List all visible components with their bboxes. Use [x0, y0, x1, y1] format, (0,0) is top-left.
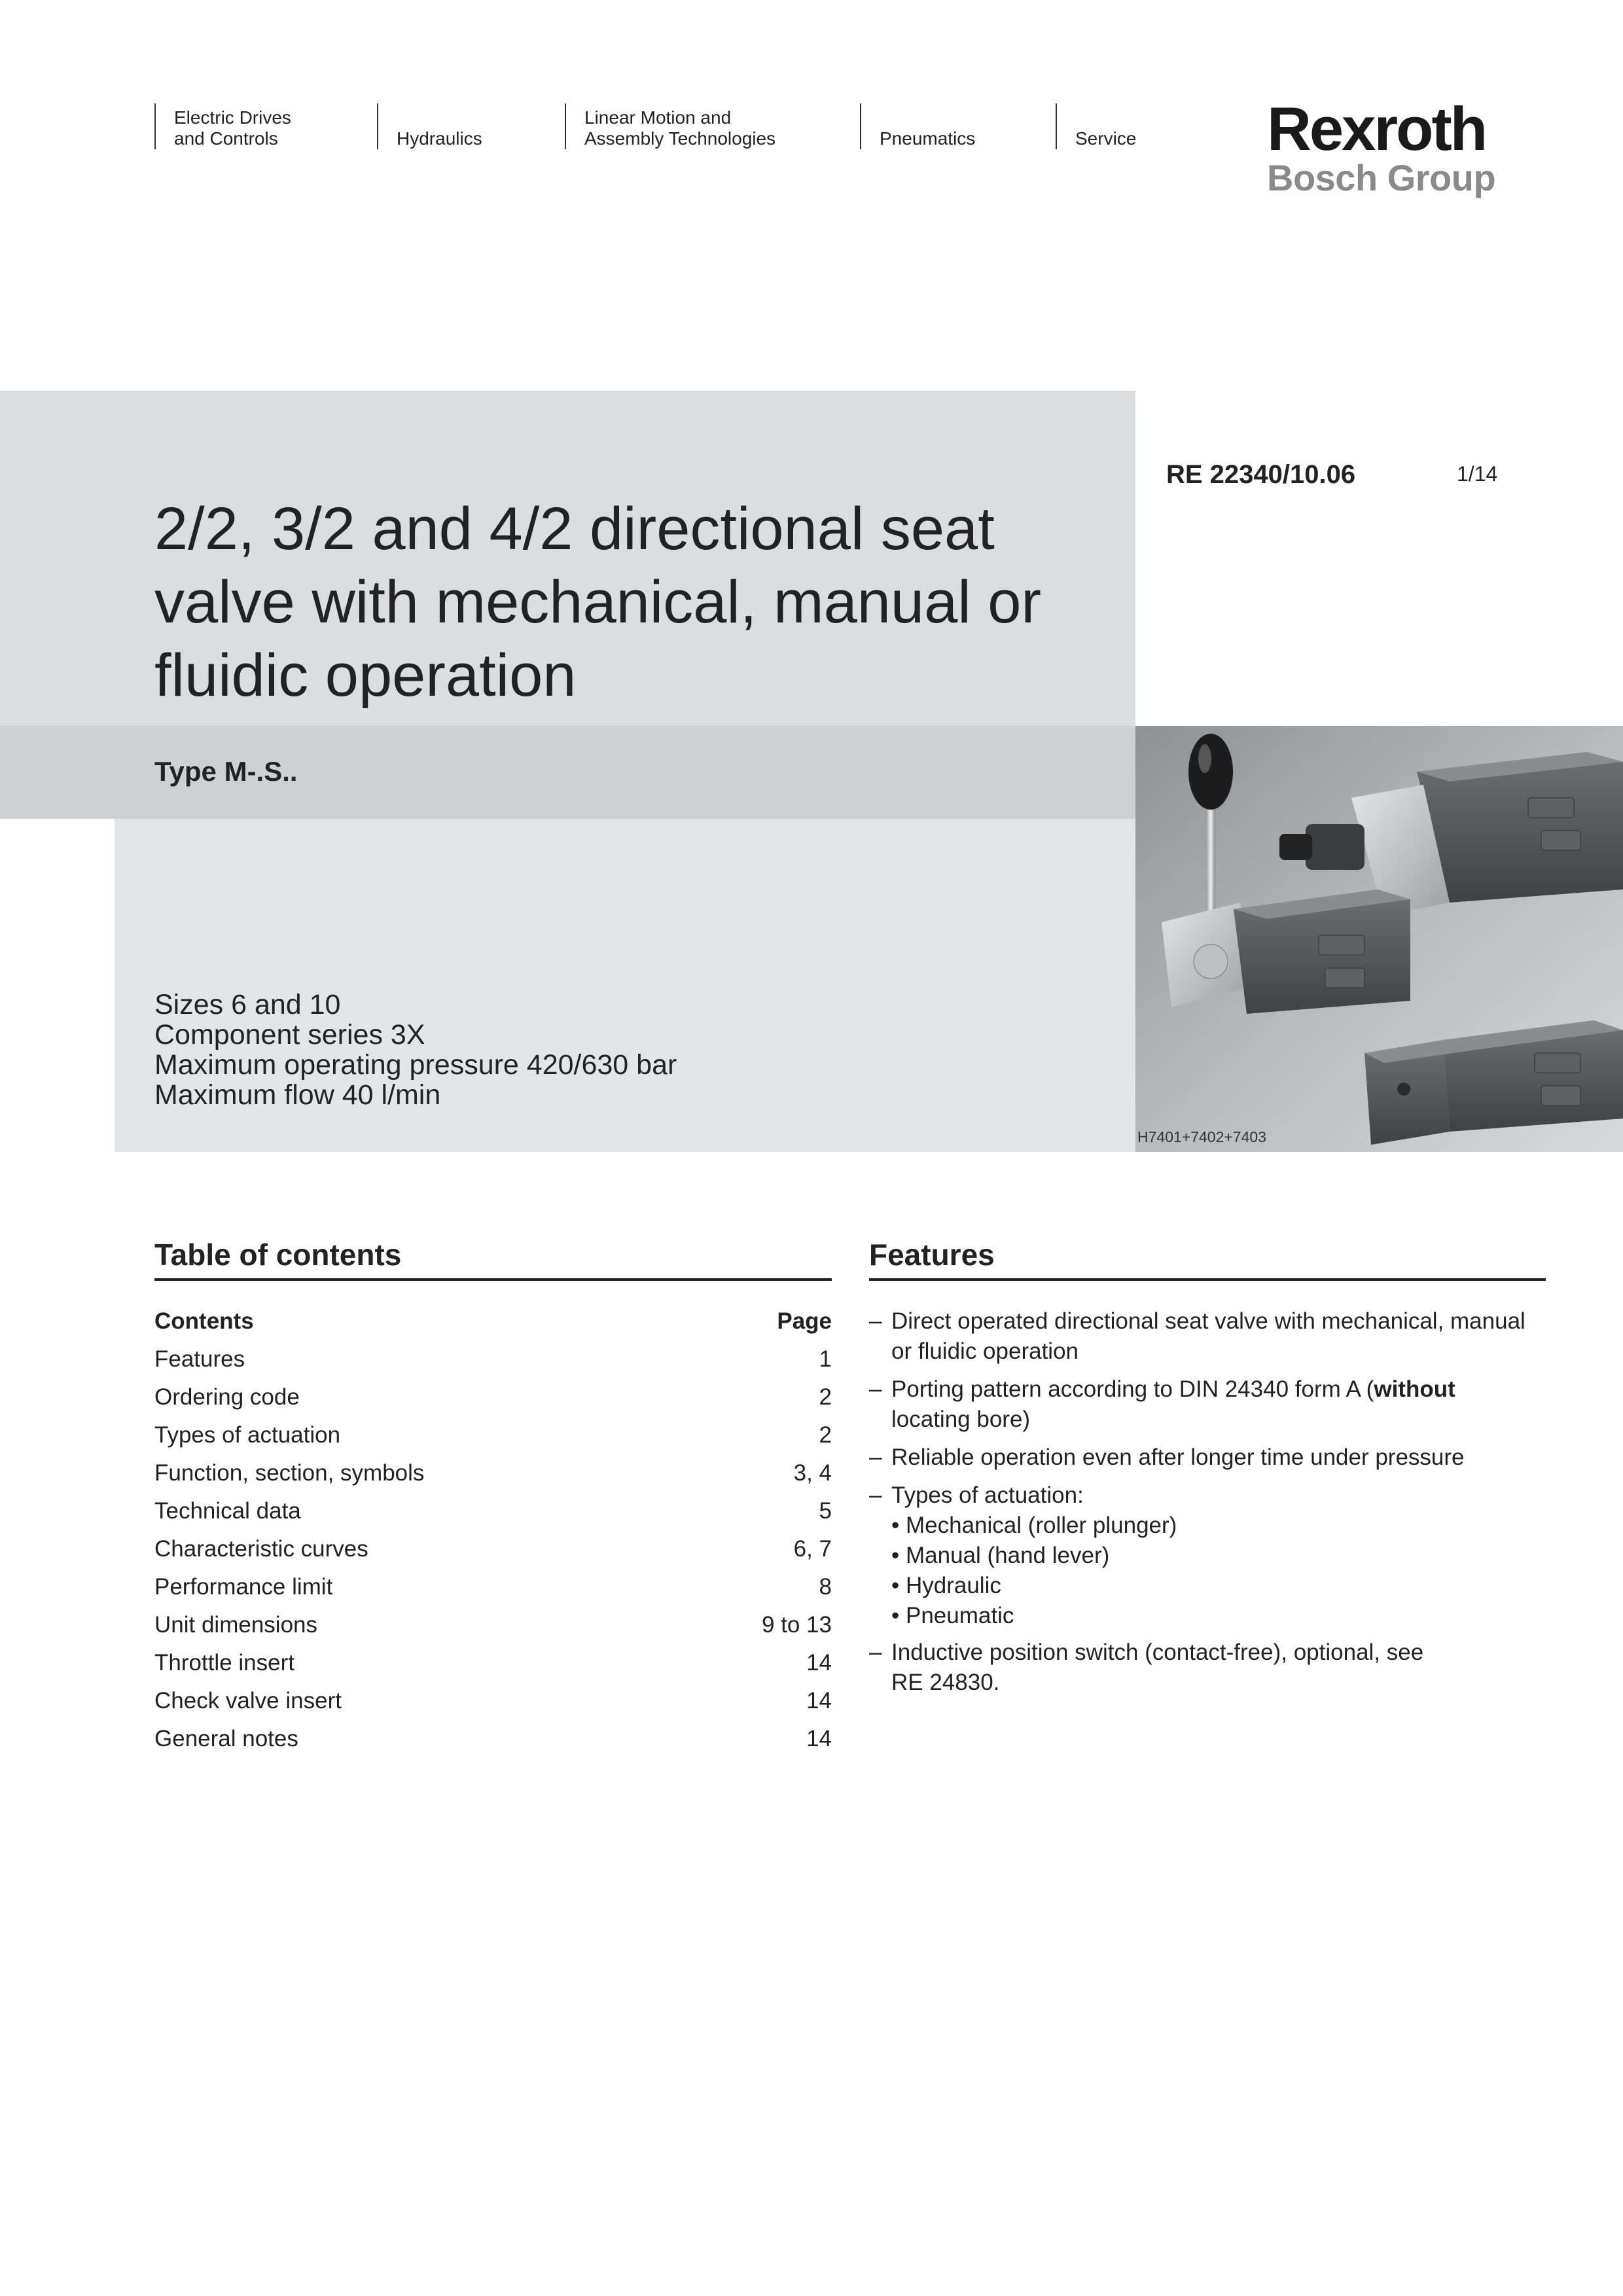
feature-item — [869, 1443, 1550, 1473]
feature-text: or fluidic operation — [891, 1338, 1079, 1364]
toc-label: Function, section, symbols — [154, 1460, 425, 1486]
feature-text-pre: Porting pattern according to DIN 24340 form A ( — [891, 1376, 1374, 1402]
toc-label: Throttle insert — [154, 1650, 294, 1676]
toc-label: Check valve insert — [154, 1688, 342, 1713]
bullet-dash: – — [869, 1640, 882, 1665]
toc-label: General notes — [154, 1726, 298, 1751]
toc-row[interactable] — [154, 1568, 832, 1606]
toc-row[interactable] — [154, 1454, 832, 1492]
toc-label: Types of actuation — [154, 1422, 341, 1448]
toc-label: Performance limit — [154, 1574, 333, 1600]
toc-page: 3, 4 — [793, 1460, 832, 1486]
feature-text: locating bore) — [891, 1407, 1031, 1432]
actuation-type: • Pneumatic — [891, 1603, 1014, 1628]
toc-col-contents: Contents — [154, 1308, 254, 1334]
toc-page: 5 — [819, 1498, 832, 1524]
product-photo — [1135, 726, 1623, 1152]
page-number: 1/14 — [1457, 462, 1498, 486]
logo-group: Bosch Group — [1267, 157, 1496, 198]
toc-page: 9 to 13 — [761, 1612, 832, 1638]
actuation-type: • Mechanical (roller plunger) — [891, 1513, 1177, 1538]
features-list — [869, 1306, 1550, 1706]
toc-table — [154, 1302, 832, 1758]
spec-item: Maximum flow 40 l/min — [154, 1079, 441, 1111]
nav-label-line2: Pneumatics — [880, 128, 976, 149]
nav-linear-motion[interactable] — [565, 103, 776, 149]
toc-row[interactable] — [154, 1720, 832, 1758]
feature-text: Types of actuation: — [891, 1482, 1084, 1508]
toc-page: 14 — [806, 1650, 832, 1676]
feature-text-bold: without — [1374, 1376, 1455, 1402]
nav-label-line2: Service — [1075, 128, 1137, 149]
toc-page: 1 — [819, 1346, 832, 1372]
feature-item — [869, 1374, 1550, 1435]
page-title — [154, 492, 1110, 712]
toc-row[interactable] — [154, 1530, 832, 1568]
nav-hydraulics[interactable] — [377, 103, 482, 149]
toc-page: 2 — [819, 1422, 832, 1448]
feature-item — [869, 1638, 1550, 1698]
bullet-dash: – — [869, 1376, 882, 1402]
features-heading: Features — [869, 1236, 1546, 1281]
actuation-type: • Hydraulic — [891, 1573, 1001, 1598]
nav-pneumatics[interactable] — [860, 103, 975, 149]
feature-item — [869, 1480, 1550, 1631]
nav-label-line1: Linear Motion and — [584, 107, 732, 128]
title-line: valve with mechanical, manual or — [154, 568, 1042, 636]
toc-row[interactable] — [154, 1606, 832, 1644]
logo-brand: Rexroth — [1267, 94, 1486, 163]
nav-service[interactable] — [1056, 103, 1136, 149]
toc-label: Unit dimensions — [154, 1612, 317, 1638]
toc-page: 8 — [819, 1574, 832, 1600]
feature-text: Inductive position switch (contact-free), optional, see — [891, 1640, 1424, 1665]
toc-label: Technical data — [154, 1498, 301, 1524]
toc-row[interactable] — [154, 1492, 832, 1530]
nav-label-line1: Electric Drives — [174, 107, 291, 128]
nav-label-line2: Hydraulics — [397, 128, 482, 149]
toc-label: Characteristic curves — [154, 1536, 368, 1562]
nav-label-line2: and Controls — [174, 128, 278, 149]
toc-heading: Table of contents — [154, 1236, 832, 1281]
nav-electric-drives[interactable] — [154, 103, 291, 149]
toc-page: 14 — [806, 1726, 832, 1751]
toc-row[interactable] — [154, 1340, 832, 1378]
feature-text — [891, 1374, 1550, 1405]
spec-item: Sizes 6 and 10 — [154, 989, 341, 1020]
document-number: RE 22340/10.06 — [1166, 460, 1356, 489]
toc-page: 14 — [806, 1688, 832, 1713]
rexroth-logo — [1267, 94, 1496, 198]
bullet-dash: – — [869, 1482, 882, 1508]
bullet-dash: – — [869, 1308, 882, 1334]
toc-row[interactable] — [154, 1416, 832, 1454]
bullet-dash: – — [869, 1444, 882, 1470]
toc-row[interactable] — [154, 1682, 832, 1720]
toc-row[interactable] — [154, 1378, 832, 1416]
toc-page: 6, 7 — [793, 1536, 832, 1562]
nav-label-line2: Assembly Technologies — [584, 128, 776, 149]
feature-text: Reliable operation even after longer time under pressure — [891, 1444, 1465, 1470]
spec-item: Component series 3X — [154, 1019, 425, 1050]
photo-caption: H7401+7402+7403 — [1137, 1128, 1266, 1145]
toc-label: Features — [154, 1346, 245, 1372]
spec-list — [154, 990, 677, 1110]
toc-label: Ordering code — [154, 1384, 300, 1410]
toc-page: 2 — [819, 1384, 832, 1410]
title-line: fluidic operation — [154, 641, 577, 709]
feature-text: Direct operated directional seat valve with mechanical, manual — [891, 1308, 1525, 1334]
toc-col-page: Page — [777, 1308, 832, 1334]
toc-header-row — [154, 1302, 832, 1340]
type-label: Type M-.S.. — [154, 756, 298, 787]
actuation-type: • Manual (hand lever) — [891, 1543, 1110, 1568]
feature-text: RE 24830. — [891, 1670, 1000, 1695]
title-line: 2/2, 3/2 and 4/2 directional seat — [154, 495, 995, 562]
toc-row[interactable] — [154, 1644, 832, 1682]
feature-item — [869, 1306, 1550, 1367]
spec-item: Maximum operating pressure 420/630 bar — [154, 1049, 677, 1081]
